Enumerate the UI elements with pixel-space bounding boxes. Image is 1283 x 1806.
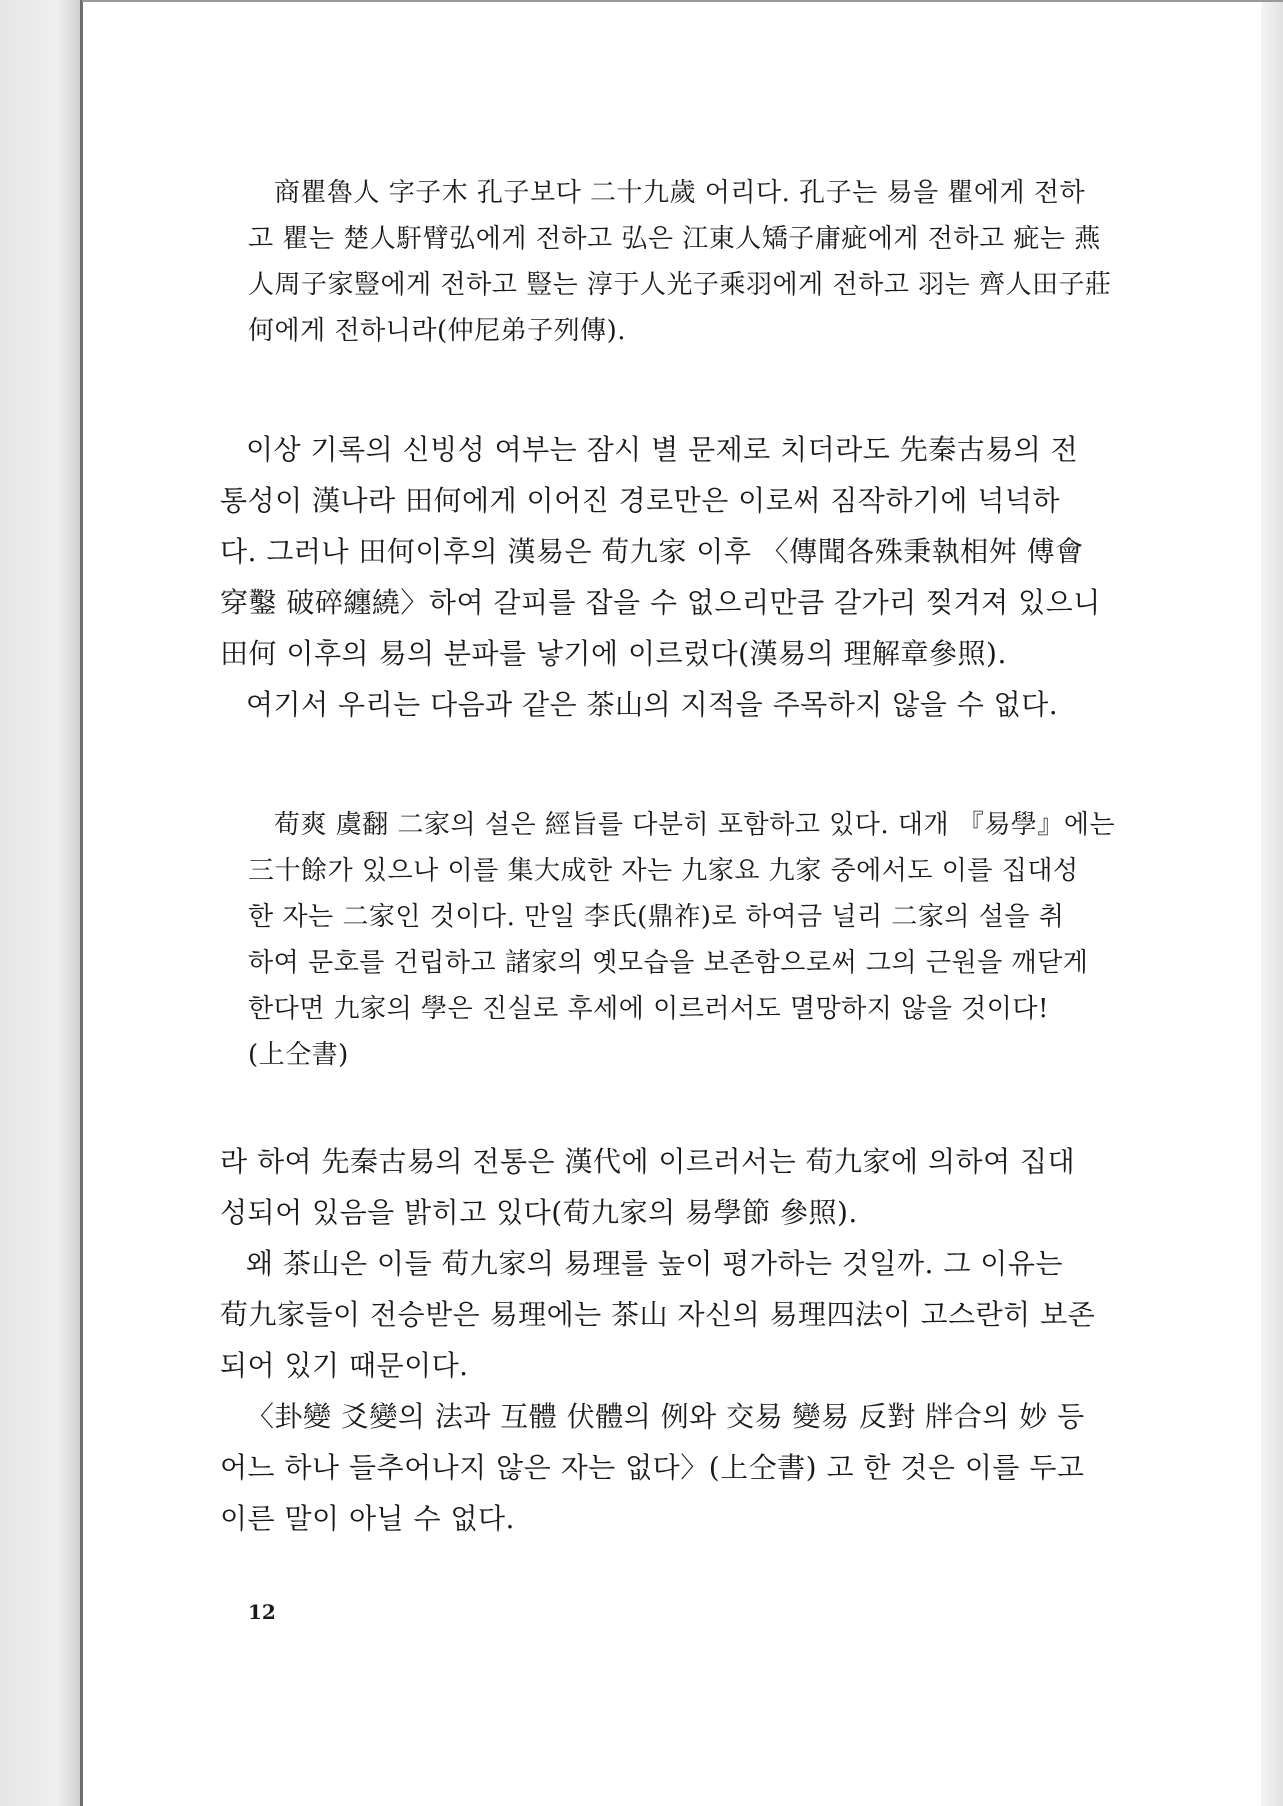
quote1-line-4: 何에게 전하니라(仲尼弟子列傳). xyxy=(248,316,627,346)
body1-line-1: 이상 기록의 신빙성 여부는 잠시 별 문제로 치더라도 先秦古易의 전 xyxy=(246,433,1079,466)
body2-line-1: 라 하여 先秦古易의 전통은 漢代에 이르러서는 荀九家에 의하여 집대 xyxy=(220,1145,1076,1178)
body2-line-7: 어느 하나 들추어나지 않은 자는 없다〉(上仝書) 고 한 것은 이를 두고 xyxy=(220,1451,1085,1484)
body1-line-6: 여기서 우리는 다음과 같은 茶山의 지적을 주목하지 않을 수 없다. xyxy=(246,688,1059,721)
body2-line-3: 왜 茶山은 이들 荀九家의 易理를 높이 평가하는 것일까. 그 이유는 xyxy=(246,1247,1063,1280)
quote2-line-2: 三十餘가 있으나 이를 集大成한 자는 九家요 九家 중에서도 이를 집대성 xyxy=(248,856,1079,886)
quote1-line-2: 고 瞿는 楚人馯臂弘에게 전하고 弘은 江東人矯子庸疵에게 전하고 疵는 燕 xyxy=(248,224,1101,254)
quote2-line-6: (上仝書) xyxy=(248,1040,349,1070)
body1-line-2: 통성이 漢나라 田何에게 이어진 경로만은 이로써 짐작하기에 넉넉하 xyxy=(220,484,1061,517)
body1-line-4: 穿鑿 破碎纏繞〉하여 갈피를 잡을 수 없으리만큼 갈가리 찢겨져 있으니 xyxy=(220,586,1101,619)
body2-line-6: 〈卦變 爻變의 法과 互體 伏體의 例와 交易 變易 反對 牉合의 妙 등 xyxy=(246,1400,1085,1433)
quote-block-1 xyxy=(248,170,1111,354)
body2-line-5: 되어 있기 때문이다. xyxy=(220,1349,469,1382)
body2-line-4: 荀九家들이 전승받은 易理에는 茶山 자신의 易理四法이 고스란히 보존 xyxy=(220,1298,1096,1331)
quote-block-2 xyxy=(248,802,1115,1078)
page-number: 12 xyxy=(248,1600,276,1624)
left-margin-shadow xyxy=(0,0,82,1806)
right-margin-shadow xyxy=(1261,0,1283,1806)
quote1-line-3: 人周子家豎에게 전하고 豎는 淳于人光子乘羽에게 전하고 羽는 齊人田子莊 xyxy=(248,270,1112,300)
quote2-line-3: 한 자는 二家인 것이다. 만일 李氏(鼎祚)로 하여금 널리 二家의 설을 취 xyxy=(248,902,1065,932)
quote2-line-4: 하여 문호를 건립하고 諸家의 옛모습을 보존함으로써 그의 근원을 깨닫게 xyxy=(248,948,1089,978)
body2-line-2: 성되어 있음을 밝히고 있다(荀九家의 易學節 參照). xyxy=(220,1196,858,1229)
body2-line-8: 이른 말이 아닐 수 없다. xyxy=(220,1502,515,1535)
page-top-edge xyxy=(82,0,1283,2)
body-paragraph-2 xyxy=(220,1136,1095,1544)
document-page xyxy=(83,2,1261,1806)
quote2-line-1: 荀爽 虞翻 二家의 설은 經旨를 다분히 포함하고 있다. 대개 『易學』에는 xyxy=(274,810,1116,840)
body-paragraph-1 xyxy=(220,424,1101,730)
quote1-line-1: 商瞿魯人 字子木 孔子보다 二十九歲 어리다. 孔子는 易을 瞿에게 전하 xyxy=(274,178,1086,208)
quote2-line-5: 한다면 九家의 學은 진실로 후세에 이르러서도 멸망하지 않을 것이다! xyxy=(248,994,1049,1024)
body1-line-5: 田何 이후의 易의 분파를 낳기에 이르렀다(漢易의 理解章參照). xyxy=(220,637,1007,670)
body1-line-3: 다. 그러나 田何이후의 漢易은 荀九家 이후 〈傳聞各殊秉執相舛 傅會 xyxy=(220,535,1084,568)
